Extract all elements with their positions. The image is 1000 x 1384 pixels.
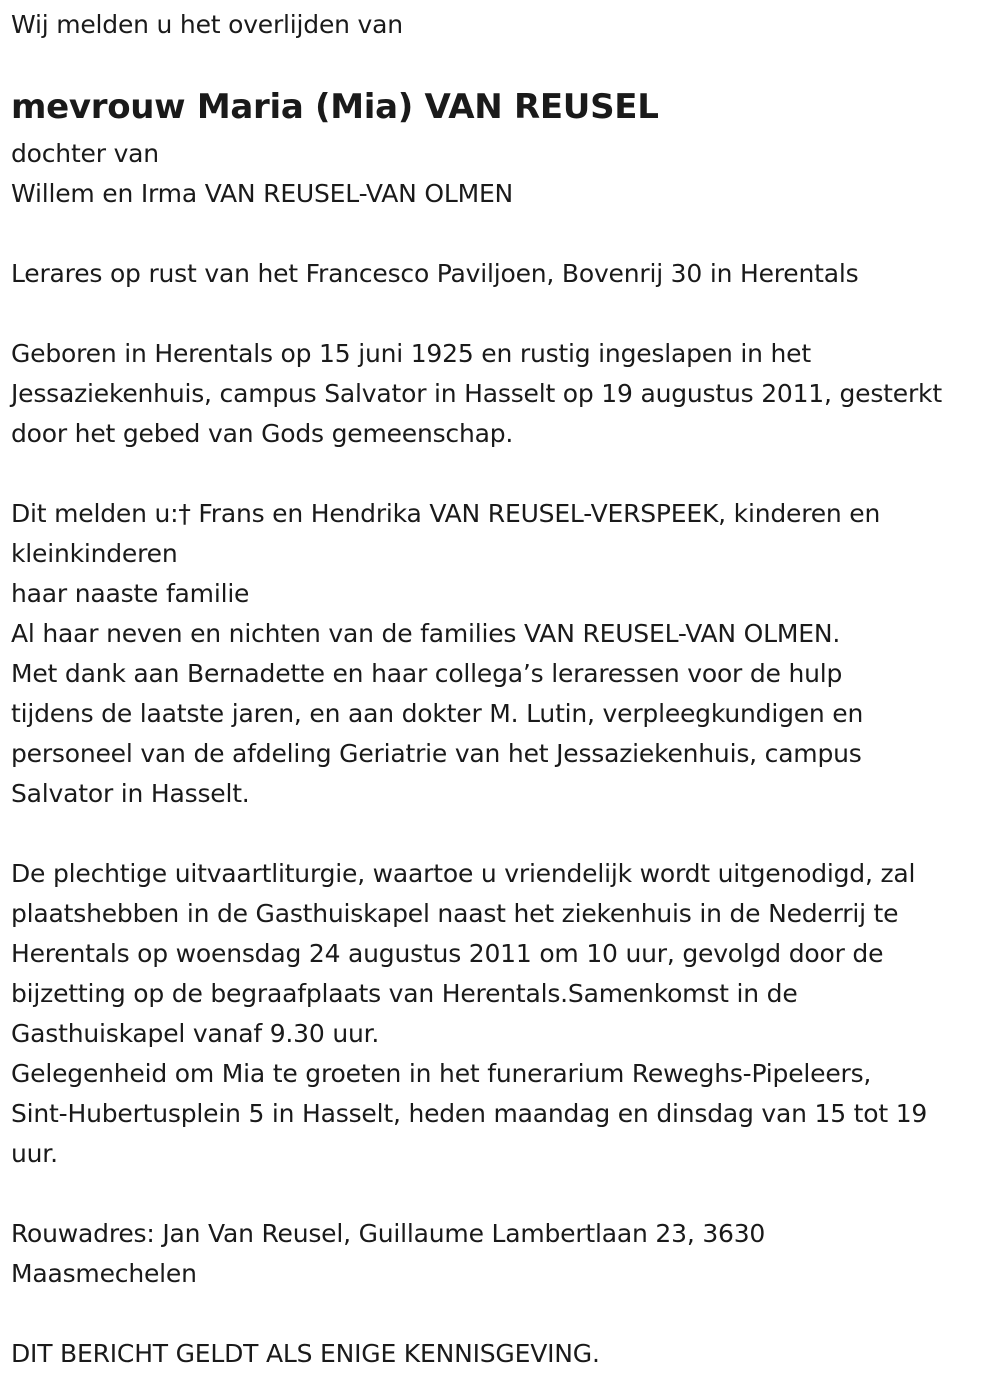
family-line: haar naaste familie bbox=[11, 579, 250, 608]
family-block bbox=[11, 494, 880, 814]
funeral-line: plaatshebben in de Gasthuiskapel naast het ziekenhuis in de Nederrij te bbox=[11, 899, 899, 928]
family-line: Salvator in Hasselt. bbox=[11, 779, 250, 808]
birth-death-line: Geboren in Herentals op 15 juni 1925 en rustig ingeslapen in het bbox=[11, 339, 811, 368]
funeral-line: De plechtige uitvaartliturgie, waartoe u vriendelijk wordt uitgenodigd, zal bbox=[11, 859, 916, 888]
address-line: Rouwadres: Jan Van Reusel, Guillaume Lambertlaan 23, 3630 bbox=[11, 1219, 766, 1248]
funeral-line: Gelegenheid om Mia te groeten in het funerarium Reweghs-Pipeleers, bbox=[11, 1059, 872, 1088]
family-line: Dit melden u:† Frans en Hendrika VAN REUSEL-VERSPEEK, kinderen en bbox=[11, 499, 881, 528]
family-line: kleinkinderen bbox=[11, 539, 178, 568]
family-line: tijdens de laatste jaren, en aan dokter M. Lutin, verpleegkundigen en bbox=[11, 699, 864, 728]
birth-death-line: Jessaziekenhuis, campus Salvator in Hasselt op 19 augustus 2011, gesterkt bbox=[11, 379, 942, 408]
deceased-name: mevrouw Maria (Mia) VAN REUSEL bbox=[11, 87, 659, 127]
address-line: Maasmechelen bbox=[11, 1259, 197, 1288]
closing-line: DIT BERICHT GELDT ALS ENIGE KENNISGEVING. bbox=[11, 1339, 600, 1368]
parents-line: dochter van bbox=[11, 139, 159, 168]
address-block bbox=[11, 1214, 765, 1294]
funeral-line: uur. bbox=[11, 1139, 58, 1168]
birth-death-line: door het gebed van Gods gemeenschap. bbox=[11, 419, 514, 448]
family-line: Al haar neven en nichten van de families VAN REUSEL-VAN OLMEN. bbox=[11, 619, 841, 648]
intro-text: Wij melden u het overlijden van bbox=[11, 10, 403, 39]
family-line: Met dank aan Bernadette en haar collega’s leraressen voor de hulp bbox=[11, 659, 843, 688]
funeral-line: Gasthuiskapel vanaf 9.30 uur. bbox=[11, 1019, 380, 1048]
occupation-line: Lerares op rust van het Francesco Paviljoen, Bovenrij 30 in Herentals bbox=[11, 259, 859, 288]
funeral-line: Sint-Hubertusplein 5 in Hasselt, heden maandag en dinsdag van 15 tot 19 bbox=[11, 1099, 928, 1128]
occupation-block bbox=[11, 254, 858, 294]
birth-death-block bbox=[11, 334, 942, 454]
parents-line: Willem en Irma VAN REUSEL-VAN OLMEN bbox=[11, 179, 514, 208]
funeral-line: bijzetting op de begraafplaats van Herentals.Samenkomst in de bbox=[11, 979, 798, 1008]
funeral-block bbox=[11, 854, 927, 1174]
family-line: personeel van de afdeling Geriatrie van het Jessaziekenhuis, campus bbox=[11, 739, 862, 768]
closing-block bbox=[11, 1334, 600, 1374]
funeral-line: Herentals op woensdag 24 augustus 2011 om 10 uur, gevolgd door de bbox=[11, 939, 884, 968]
parents-block bbox=[11, 134, 513, 214]
